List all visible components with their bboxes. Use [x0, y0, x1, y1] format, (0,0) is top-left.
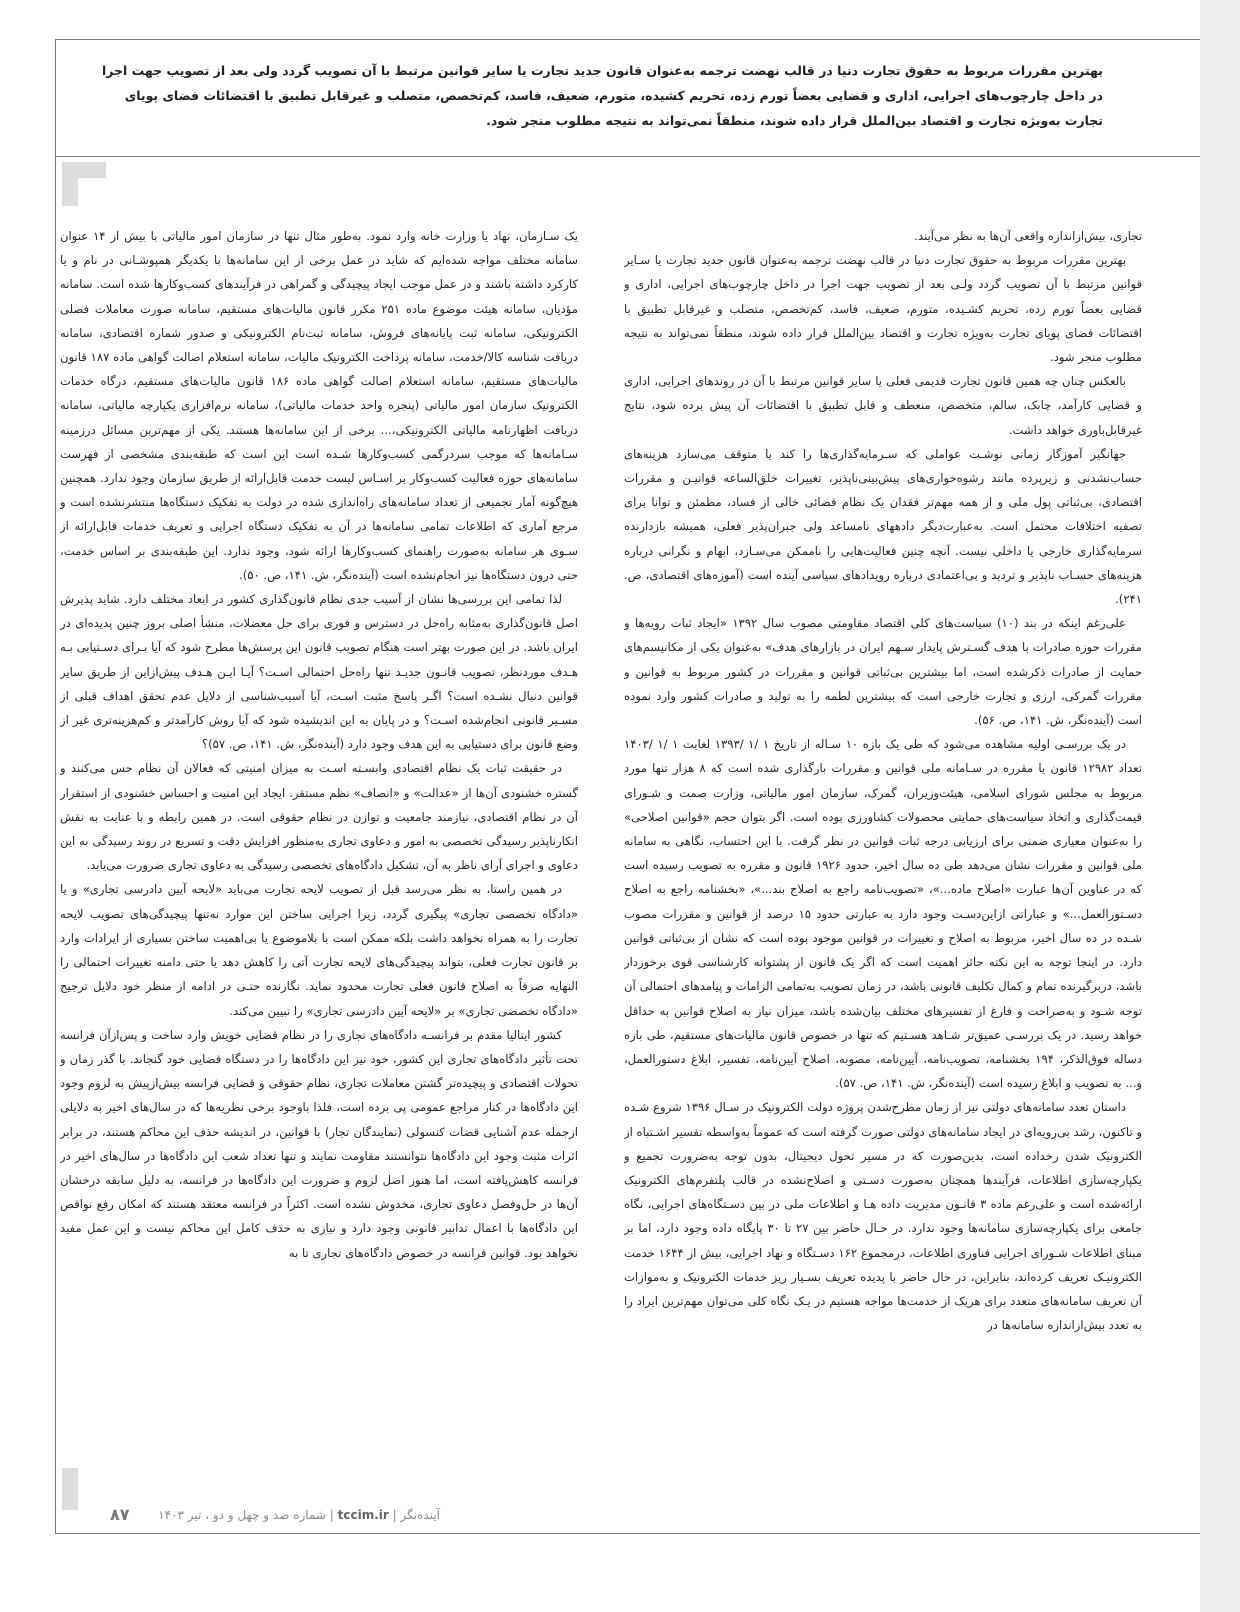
page-number: ۸۷	[110, 1505, 130, 1524]
article-column-left	[60, 224, 578, 1489]
paragraph: علی‌رغم اینکه در بند (۱۰) سیاست‌های کلی اقتصاد مقاومتی مصوب سال ۱۳۹۲ «ایجاد ثبات رویه‌ها و مقررات حوزه صادرات با هدف گسـترش پایدار سـهم ایران در بازارهای هدف» به‌عنوان یکی از مکانیسم‌های حمایت از صادرات ذکرشده است، اما بیشترین بی‌ثباتی قوانین و مقررات در کشور مربوط به قوانین و مقررات گمرکی، ارزی و تجارت خارجی است که بیشترین لطمه را به تولید و صادرات کشور وارد نموده است (آینده‌نگر، ش. ۱۴۱، ص. ۵۶).	[624, 616, 1142, 728]
pullquote-divider	[55, 156, 1200, 157]
paragraph: یک سـازمان، نهاد یا وزارت خانه وارد نمود. به‌طور مثال تنها در سازمان امور مالیاتی با بیش از ۱۴ عنوان سامانه مختلف مواجه شده‌ایم که شاید در عمل برخی از این سامانه‌ها با یکدیگر همپوشـانی در نام و یا کارکرد داشته باشند و در عمل موجب ایجاد پیچیدگی و گمراهی در فرآیندهای کسب‌وکارها شده است. سامانه مؤدیان، سامانه هیئت موضوع ماده ۲۵۱ مکرر قانون مالیات‌های مستقیم، سامانه صورت معاملات فصلی الکترونیکی، سامانه ثبت پایانه‌های فروش، سامانه ثبت‌نام الکترونیکی و صدور شماره اقتصادی، سامانه دریافت شناسه کالا/خدمت، سامانه پرداخت الکترونیک مالیات، سامانه استعلام اصالت گواهی ماده ۱۸۷ قانون مالیات‌های مستقیم، سامانه استعلام اصالت گواهی ماده ۱۸۶ قانون مالیات‌های مستقیم، درگاه خدمات الکترونیک سازمان امور مالیاتی (پنجره واحد خدمات مالیاتی)، سامانه نرم‌افزاری یکپارچه مالیاتی، سامانه دریافت اظهارنامه مالیاتی الکترونیکی،... برخی از این سامانه‌ها هستند. یکی از مهم‌ترین مسائل درزمینه سـامانه‌ها که موجب سردرگمی کسب‌وکارها شـده است این است که طبقه‌بندی مشخصی از فهرست سامانه‌های حوزه فعالیت کسب‌وکار بر اسـاس لیست خدمت قابل‌ارائه از طریق سازمان وجود ندارد. همچنین هیچ‌گونه آمار تجمیعی از تعداد سامانه‌های راه‌اندازی شده در دولت به تفکیک دستگاه‌ها منتشرنشده است و مرجع آماری که اطلاعات تمامی سامانه‌ها در آن به تفکیک دستگاه اجرایی و تعریف خدمات قابل‌ارائه از سـوی هر سامانه به‌صورت راهنمای کسب‌وکارها ارائه شود، وجود ندارد. این طبقه‌بندی بر اساس خدمت، حتی درون دستگاه‌ها نیز انجام‌نشده است (آینده‌نگر، ش. ۱۴۱، ص. ۵۰).	[60, 229, 578, 582]
page-margin-strip	[1200, 0, 1240, 1612]
issue-info: شماره صد و چهل و دو ، تیر ۱۴۰۳	[158, 1508, 326, 1522]
paragraph: داستان تعدد سامانه‌های دولتی نیز از زمان مطرح‌شدن پروژه دولت الکترونیک در سـال ۱۳۹۶ شروع شـده و تاکنون، رشد بی‌رویه‌ای در ایجاد سامانه‌های دولتی صورت گرفته است که عموماً به‌واسطه تفسیر اشـتباه از الکترونیک شدن رخداده است، بدین‌صورت که در مسیر تحول دیجیتال، بدون توجه به‌ضرورت تجمیع و یکپارچه‌سازی اطلاعات، فرآیندها همچنان به‌صورت دسـتی و اصلاح‌نشده در قالب پلتفرم‌های الکترونیک ارائه‌شده است و علی‌رغم ماده ۳ قانـون مدیریت داده هـا و اطلاعات ملی در بین دسـتگاه‌های اجرایی، نگاه جامعی برای یکپارچه‌سازی سامانه‌ها وجود ندارد. در حـال حاضر بین ۲۷ تا ۳۰ پایگاه داده وجود دارد، اما بر مبنای اطلاعات شـورای اجرایی فناوری اطلاعات، درمجموع ۱۶۲ دسـتگاه و نهاد اجرایی، بیش از ۱۶۴۴ خدمت الکترونیـک تعریف کرده‌اند، بنابراین، در حال حاضر با پدیده تعریف بسـیار ریز خدمات الکترونیک و به‌موازات آن تعریف سامانه‌های متعدد برای هریک از خدمت‌ها مواجه هستیم در یـک نگاه کلی می‌توان مهم‌ترین ایراد را به تعدد بیش‌ازاندازه سامانه‌ها در	[624, 1100, 1142, 1333]
corner-accent-top-vertical	[62, 162, 78, 206]
frame-top-line	[55, 39, 1200, 40]
footer-separator: |	[392, 1508, 397, 1522]
paragraph: تجاری، بیش‌ازاندازه واقعی آن‌ها به نظر می‌آیند.	[914, 229, 1142, 243]
paragraph: لذا تمامی این بررسی‌ها نشان از آسیب جدی نظام قانون‌گذاری کشور در ابعاد مختلف دارد. شاید پذیرش اصل قانون‌گذاری به‌مثابه راه‌حل در دسترس و فوری برای حل معضلات، منشأ اصلی بروز چنین پدیده‌ای در ایران باشد. در این صورت بهتر است هنگام تصویب قانون این پرسش‌ها مطرح شود که آیا بـرای دسـتیابی بـه هـدف موردنظر، تصویب قانـون جدیـد تنها راه‌حل احتمالی اسـت؟ آیـا ایـن هـدف پیش‌ازاین از طریق سایر قوانین دنبال نشـده است؟ اگـر پاسخ مثبت اسـت، آیا آسیب‌شناسی از دلایل عدم تحقق اهداف قبلی از مسـیر قانونی انجام‌شده اسـت؟ و در پایان به این اندیشیده شود که آیا روش کارآمدتر و کم‌هزینه‌تری غیر از وضع قانون برای دستیابی به این هدف وجود دارد (آینده‌نگر، ش. ۱۴۱، ص. ۵۷)؟	[60, 592, 578, 752]
website-link[interactable]: tccim.ir	[337, 1508, 389, 1522]
pull-quote-text: بهترین مقررات مربوط به حقوق تجارت دنیا در قالب نهضت ترجمه به‌عنوان قانون جدید تجارت یا سایر قوانین مرتبط با آن تصویب گردد ولی بعد از تصویب جهت اجرا در داخل چارچوب‌های اجرایی، اداری و قضایی بعضاً تورم زده، تحریم کشیده، متورم، ضعیف، فاسد، کم‌تخصص، متصلب و غیرقابل تطبیق با اقتضائات فضای پویای تجارت به‌ویژه تجارت و اقتصاد بین‌الملل قرار داده شوند، منطقاً نمی‌تواند به نتیجه مطلوب منجر شود.	[101, 63, 1103, 128]
paragraph: در حقیقت ثبات یک نظام اقتصادی وابسـته اسـت به میزان امنیتی که فعالان آن نظام حس می‌کنند و گستره خشنودی آن‌ها از «عدالت» و «انصاف» نظم مستقر. ایجاد این امنیت و احساس خشنودی از استقرار آن در نظام اقتصادی، نیازمند جامعیت و توازن در نظام حقوقی است. در همین رابطه و با عنایت به نقش انکارناپذیر رسیدگی تخصصی به امور و دعاوی تجاری به‌منظور افزایش دقت و تسریع در روند رسیدگی به این دعاوی و اجرای آرای ناظر به آن، تشکیل دادگاه‌های تخصصی رسیدگی به دعاوی تجاری ضرورت می‌یابد.	[60, 761, 578, 873]
frame-left-line	[55, 39, 56, 1534]
paragraph: بالعکس چنان چه همین قانون تجارت قدیمی فعلی یا سایر قوانین مرتبط با آن در روندهای اجرایی، اداری و قضایی کارآمد، چابک، سالم، متخصص، منعطف و قابل تطبیق با اقتضائات آن پیش برده شود، نتایج غیرقابل‌باوری خواهد داشت.	[624, 374, 1142, 437]
footer-separator: |	[329, 1508, 334, 1522]
magazine-name: آینده‌نگر	[400, 1508, 440, 1522]
article-column-right	[624, 224, 1142, 1489]
paragraph: در یک بررسـی اولیه مشاهده می‌شود که طی یک بازه ۱۰ سـاله از تاریخ ۱ /۱ /۱۳۹۳ لغایت ۱ /۱ /۱۴۰۳ تعداد ۱۲۹۸۲ قانون یا مقرره در سـامانه ملی قوانین و مقررات بارگذاری شده است که ۸ هزار تنها مورد مربوط به مجلس شورای اسلامی، هیئت‌وزیران، گمرک، سازمان امور مالیاتی، وزارت صمت و شـورای قیمت‌گذاری و اتخاذ سیاست‌های حمایتی محصولات کشاورزی بوده است. اگر بتوان حجم «قوانین اصلاحی» را به‌عنوان معیاری ضمنی برای ارزیابی درجه ثبات قوانین در نظر گرفت. با این احتساب، نگاهی به سامانه ملی قوانین و مقررات نشان می‌دهد طی ده سال اخیر، حدود ۱۹۲۶ قانون و مقرره به تصویب رسیده است که در عناوین آن‌ها عبارت «اصلاح ماده...»، «تصویب‌نامه راجع به اصلاح بند...»، «بخشنامه راجع به اصلاح دسـتورالعمل...» و عباراتی ازاین‌دسـت وجود دارد به عبارتی حدود ۱۵ درصد از قوانین و مقررات مصوب شـده در ده سال اخیر، مربوط به اصلاح و تغییرات در قوانین موجود بوده است که نشان از بی‌ثباتی قوانین دارد. در اینجا توجه به این نکته حائز اهمیت است که اگر یک قانون از پشتوانه کارشناسی قوی برخوردار باشد، دربرگیرنده تمام و کمال تکلیف قانونی باشد، در زمان تصویب به‌تمامی الزامات و پیامدهای احتمالی آن توجه شـود و به‌صراحت و فارغ از تفسیرهای مختلف بیان‌شده باشد، میزان نیاز به اصلاح قوانین به حداقل خواهد رسید. در یک بررسـی عمیق‌تر شـاهد هسـتیم که تنها در خصوص قانون مالیات‌های مستقیم، طی بازه دساله فوق‌الذکر، ۱۹۴ بخشنامه، تصویب‌نامه، آیین‌نامه، مصوبه، اصلاح آیین‌نامه، تفسیر، ابلاغ دستورالعمل، و... به تصویب و ابلاغ رسیده است (آینده‌نگر، ش. ۱۴۱، ص. ۵۷).	[624, 737, 1142, 1091]
paragraph: بهترین مقررات مربوط به حقوق تجارت دنیا در قالب نهضت ترجمه به‌عنوان قانون جدید تجارت یا سـایر قوانین مرتبط با آن تصویب گردد ولـی بعد از تصویب جهت اجرا در داخل چارچوب‌های اجرایی، اداری و قضایی بعضاً تورم زده، تحریم کشـیده، متورم، ضعیف، فاسد، کم‌تخصص، متصلب و غیرقابل تطبیق با اقتضائات فضای پویای تجارت به‌ویژه تجارت و اقتصاد بین‌الملل قرار داده شوند، منطقاً نمی‌تواند به نتیجه مطلوب منجر شود.	[624, 253, 1142, 365]
paragraph: کشور ایتالیا مقدم بر فرانسـه دادگاه‌های تجاری را در نظام قضایی خویش وارد ساخت و پس‌ازآن فرانسه تحت تأثیر دادگاه‌های تجاری این کشور، خود نیز این دادگاه‌ها را در دستگاه قضایی خود گنجاند. با گذر زمان و تحولات اقتصادی و پیچیده‌تر گشتن معاملات تجاری، نظام حقوقی و قضایی فرانسه بیش‌ازپیش به لزوم وجود این دادگاه‌ها در کنار مراجع عمومی پی برده است، فلذا باوجود برخی نظریه‌ها که در سال‌های اخیر به دلایلی ازجمله عدم آشنایی قضات کنسولی (نمایندگان تجار) با قوانین، در اندیشه حذف این محاکم هستند، در برابر اثرات مثبت وجود این دادگاه‌ها نتوانستند مقاومت نمایند و تنها تعداد شعب این دادگاه‌ها در سال‌های اخیر در فرانسه کاهش‌یافته است، اما هنوز اصل لزوم و ضرورت این دادگاه‌ها در فرانسه، به دلیل سابقه درخشان آن‌ها در حل‌وفصل دعاوی تجاری، مخدوش نشده است. اکثراً در فرانسه معتقد هستند که امکان رفع نواقص این دادگاه‌ها با اعمال تدابیر قانونی وجود دارد و نیازی به حذف کامل این محاکم نیست و این عمل مفید نخواهد بود. قوانین فرانسه در خصوص دادگاه‌های تجاری تا به	[60, 1027, 578, 1260]
pull-quote	[88, 58, 1103, 133]
footer-info	[158, 1508, 440, 1522]
paragraph: جهانگیر آموزگار زمانی نوشـت عواملی که سـرمایه‌گذاری‌ها را کند یا متوقف می‌سازد هزینه‌های حساب‌نشدنی و زیرپرده مانند رشوه‌خواری‌های پیش‌بینی‌ناپذیر، تغییرات خلق‌الساعه قوانیـن و مقررات اقتصادی، بی‌ثباتی پول ملی و از همه مهم‌تر فقدان یک نظام قضائی خالی از فساد، مطمئن و توانا برای تصفیه اختلافات محتمل است. به‌عبارت‌دیگر دادههای نامساعد ولی جبران‌پذیر فعلی، همیشه بازدارنده سرمایه‌گذاری خارجی یا داخلی نیست. آنچه چنین فعالیت‌هایی را ناممکن می‌سـازد، ابهام و نگرانی درباره هزینه‌های حسـاب ناپذیر و تردید و بی‌اعتمادی درباره رویدادهای سیاسی آینده است (آموزه‌های اقتصادی، ص. ۲۴۱).	[624, 446, 1142, 607]
page-footer	[110, 1505, 440, 1535]
paragraph: در همین راستا، به نظر می‌رسد قبل از تصویب لایحه تجارت می‌باید «لایحه آیین دادرسی تجاری» و یا «دادگاه تخصصی تجاری» پیگیری گردد، زیرا اجرایی ساختن این موارد نه‌تنها پیچیدگی‌های تصویب لایحه تجارت را به همراه نخواهد داشت بلکه ممکن است با بلاموضوع یا بی‌اهمیت ساختن بسیاری از ایرادات وارد بر قانون تجارت فعلی، بتواند پیچیدگی‌های لایحه تجارت آتی را کاهش دهد یا حتی دامنه تغییرات احتمالی را النهایه صرفاً به اصلاح قانون فعلی تجارت محدود نماید. نگارنده حتـی در ادامه از منظر خود دلایل ترجیح «دادگاه تخصصی تجاری» بر «لایحه آیین دادرسی تجاری» را تبیین می‌کند.	[60, 882, 578, 1018]
